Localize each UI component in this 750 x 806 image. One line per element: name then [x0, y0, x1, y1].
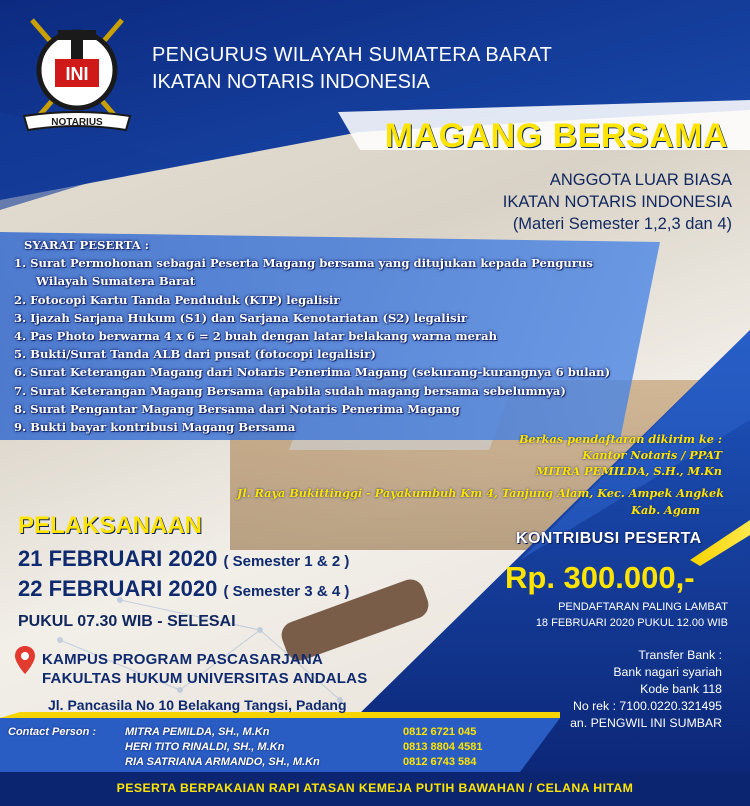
- deadline-line-2: 18 FEBRUARI 2020 PUKUL 12.00 WIB: [535, 617, 728, 629]
- event-subtitle-3: (Materi Semester 1,2,3 dan 4): [512, 215, 732, 233]
- list-item: 5. Bukti/Surat Tanda ALB dari pusat (fotocopi legalisir): [14, 347, 376, 362]
- org-name-line2: IKATAN NOTARIS INDONESIA: [152, 71, 430, 93]
- contact-label: Contact Person :: [8, 726, 97, 738]
- logo-text: INI: [65, 64, 89, 84]
- schedule-date-2: [18, 576, 349, 602]
- date-2-note: ( Semester 3 & 4 ): [223, 583, 350, 600]
- date-2-text: 22 FEBRUARI 2020: [18, 576, 218, 601]
- list-item: 6. Surat Keterangan Magang dari Notaris Penerima Magang (sekurang-kurangnya 6 bulan): [14, 365, 611, 380]
- submission-regency: Kab. Agam: [631, 503, 700, 517]
- venue-address: Jl. Pancasila No 10 Belakang Tangsi, Padang: [48, 697, 347, 713]
- list-item: 2. Fotocopi Kartu Tanda Penduduk (KTP) legalisir: [14, 292, 340, 307]
- list-item: Wilayah Sumatera Barat: [36, 274, 196, 289]
- list-item: 7. Surat Keterangan Magang Bersama (apabila sudah magang bersama sebelumnya): [14, 383, 566, 398]
- schedule-time: PUKUL 07.30 WIB - SELESAI: [18, 613, 236, 630]
- requirements-list: [14, 236, 610, 436]
- contact-phone[interactable]: 0812 6721 045: [403, 726, 477, 738]
- bank-holder: an. PENGWIL INI SUMBAR: [570, 716, 722, 730]
- list-item: 9. Bukti bayar kontribusi Magang Bersama: [14, 420, 296, 435]
- contact-name: HERI TITO RINALDI, SH., M.Kn: [125, 741, 285, 753]
- bank-code: Kode bank 118: [640, 682, 722, 696]
- submission-address: Jl. Raya Bukittinggi - Payakumbuh Km 4, Tanjung Alam, Kec. Ampek Angkek: [236, 486, 724, 500]
- schedule-heading: PELAKSANAAN: [18, 512, 203, 539]
- event-subtitle-1: ANGGOTA LUAR BIASA: [549, 171, 732, 189]
- list-item: 1. Surat Permohonan sebagai Peserta Magang bersama yang ditujukan kepada Pengurus: [14, 256, 593, 271]
- event-subtitle-2: IKATAN NOTARIS INDONESIA: [502, 193, 732, 211]
- list-item: 3. Ijazah Sarjana Hukum (S1) dan Sarjana Kenotariatan (S2) legalisir: [14, 310, 468, 325]
- contact-name: MITRA PEMILDA, SH., M.Kn: [125, 726, 270, 738]
- list-item: 8. Surat Pengantar Magang Bersama dari Notaris Penerima Magang: [14, 401, 460, 416]
- fee-amount: Rp. 300.000,-: [505, 560, 695, 595]
- requirements-heading: SYARAT PESERTA :: [24, 238, 150, 252]
- contact-phone[interactable]: 0812 6743 584: [403, 756, 477, 768]
- map-pin-icon: [14, 645, 36, 675]
- submission-heading: Berkas pendaftaran dikirim ke :: [518, 432, 722, 446]
- venue-line-2: FAKULTAS HUKUM UNIVERSITAS ANDALAS: [42, 670, 368, 687]
- bank-heading: Transfer Bank :: [638, 648, 722, 662]
- event-title: MAGANG BERSAMA: [384, 117, 728, 155]
- date-1-text: 21 FEBRUARI 2020: [18, 546, 218, 571]
- submission-office: Kantor Notaris / PPAT: [582, 448, 722, 462]
- contact-phone[interactable]: 0813 8804 4581: [403, 741, 483, 753]
- contact-name: RIA SATRIANA ARMANDO, SH., M.Kn: [125, 756, 320, 768]
- date-1-note: ( Semester 1 & 2 ): [223, 553, 350, 570]
- schedule-date-1: [18, 546, 349, 572]
- fee-heading: KONTRIBUSI PESERTA: [516, 530, 702, 547]
- dress-code-note: PESERTA BERPAKAIAN RAPI ATASAN KEMEJA PUTIH BAWAHAN / CELANA HITAM: [116, 781, 634, 795]
- venue-line-1: KAMPUS PROGRAM PASCASARJANA: [42, 651, 323, 668]
- bank-account: No rek : 7100.0220.321495: [572, 699, 722, 713]
- org-name-line1: PENGURUS WILAYAH SUMATERA BARAT: [152, 44, 553, 66]
- submission-notary: MITRA PEMILDA, S.H., M.Kn: [535, 464, 722, 478]
- deadline-line-1: PENDAFTARAN PALING LAMBAT: [558, 601, 728, 613]
- logo-ribbon-text: NOTARIUS: [51, 117, 103, 128]
- list-item: 4. Pas Photo berwarna 4 x 6 = 2 buah dengan latar belakang warna merah: [14, 329, 498, 344]
- bank-name: Bank nagari syariah: [613, 665, 722, 679]
